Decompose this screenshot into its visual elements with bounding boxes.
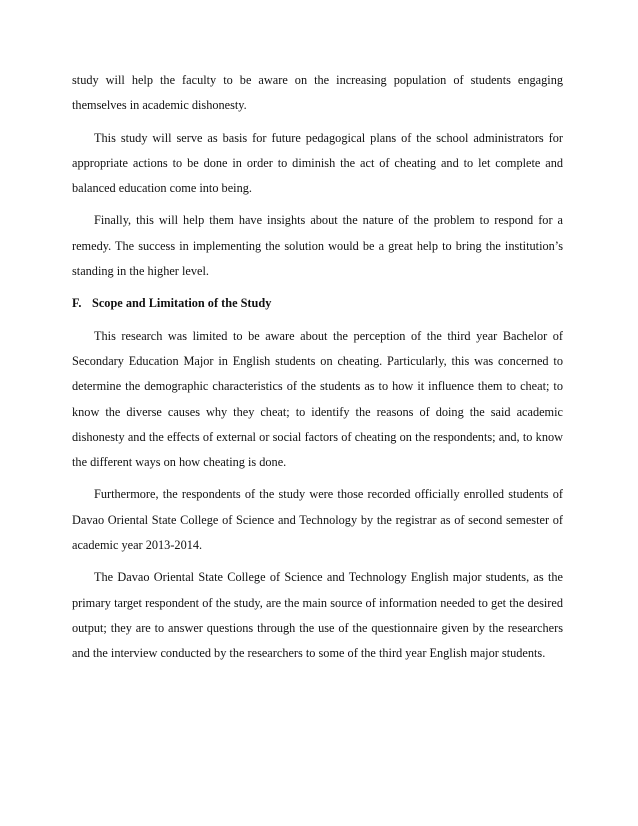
- paragraph-pedagogical-plans: This study will serve as basis for future pedagogical plans of the school administrators for appropriate actions to be done in order to diminish the act of cheating and to let complete and balanced education come into being.: [72, 130, 563, 196]
- document-body: [72, 68, 563, 674]
- paragraph-respondents: Furthermore, the respondents of the study were those recorded officially enrolled students of Davao Oriental State College of Science and Technology by the registrar as of second semester of academic year 2013-2014.: [72, 487, 563, 553]
- paragraph-continuation: study will help the faculty to be aware on the increasing population of students engaging themselves in academic dishonesty.: [72, 73, 563, 113]
- section-heading: [72, 291, 563, 316]
- section-title: Scope and Limitation of the Study: [92, 296, 272, 311]
- paragraph-insights: Finally, this will help them have insights about the nature of the problem to respond for a remedy. The success in implementing the solution would be a great help to bring the institution’s standing in the higher level.: [72, 213, 563, 279]
- paragraph-scope: This research was limited to be aware about the perception of the third year Bachelor of Secondary Education Major in English students on cheating. Particularly, this was concerned to determine the demographic characteristics of the students as to how it influence them to cheat; to know the diverse causes why they cheat; to identify the reasons of doing the said academic dishonesty and the effects of external or social factors of cheating on the respondents; and, to know the different ways on how cheating is done.: [72, 328, 563, 470]
- paragraph-target-respondents: The Davao Oriental State College of Science and Technology English major students, as the primary target respondent of the study, are the main source of information needed to get the desired output; they are to answer questions through the use of the questionnaire given by the researchers and the interview conducted by the researchers to some of the third year English major students.: [72, 570, 563, 661]
- section-letter: F.: [72, 296, 82, 311]
